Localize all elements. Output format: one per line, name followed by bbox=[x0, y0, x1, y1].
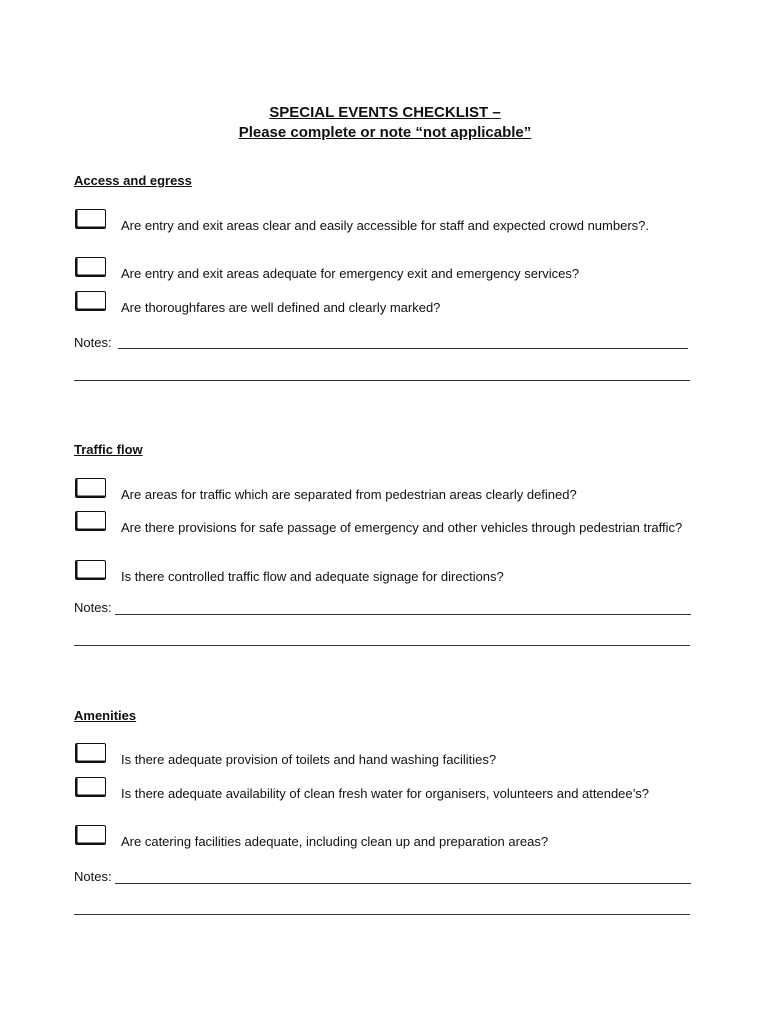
question-access-q3: Are thoroughfares are well defined and clearly marked? bbox=[121, 300, 441, 315]
question-access-q1: Are entry and exit areas clear and easily accessible for staff and expected crowd numbers?. bbox=[121, 218, 649, 233]
checkbox-amenities-q2[interactable] bbox=[75, 777, 106, 797]
question-traffic-q2: Are there provisions for safe passage of emergency and other vehicles through pedestrian traffic? bbox=[121, 520, 683, 535]
notes-line-amenities-2[interactable] bbox=[74, 914, 690, 915]
question-amenities-q1: Is there adequate provision of toilets and hand washing facilities? bbox=[121, 752, 497, 767]
notes-line-traffic-2[interactable] bbox=[74, 645, 690, 646]
checkbox-amenities-q1[interactable] bbox=[75, 743, 106, 763]
notes-line-traffic-1[interactable] bbox=[115, 614, 691, 615]
page-subtitle: Please complete or note “not applicable” bbox=[238, 124, 532, 141]
section-heading-traffic-flow: Traffic flow bbox=[74, 442, 143, 457]
checkbox-access-q2[interactable] bbox=[75, 257, 106, 277]
notes-line-access-1[interactable] bbox=[118, 348, 688, 349]
question-amenities-q2: Is there adequate availability of clean fresh water for organisers, volunteers and attendee’s? bbox=[121, 786, 650, 801]
checkbox-traffic-q2[interactable] bbox=[75, 511, 106, 531]
notes-label-amenities: Notes: bbox=[74, 869, 112, 884]
section-heading-access-egress: Access and egress bbox=[74, 173, 192, 188]
question-access-q2: Are entry and exit areas adequate for emergency exit and emergency services? bbox=[121, 266, 580, 281]
page-title: SPECIAL EVENTS CHECKLIST – bbox=[269, 104, 501, 121]
checkbox-access-q1[interactable] bbox=[75, 209, 106, 229]
notes-label-traffic: Notes: bbox=[74, 600, 112, 615]
section-heading-amenities: Amenities bbox=[74, 708, 137, 723]
notes-label-access: Notes: bbox=[74, 335, 112, 350]
checkbox-access-q3[interactable] bbox=[75, 291, 106, 311]
question-amenities-q3: Are catering facilities adequate, including clean up and preparation areas? bbox=[121, 834, 549, 849]
checkbox-amenities-q3[interactable] bbox=[75, 825, 106, 845]
checkbox-traffic-q1[interactable] bbox=[75, 478, 106, 498]
checkbox-traffic-q3[interactable] bbox=[75, 560, 106, 580]
notes-line-access-2[interactable] bbox=[74, 380, 690, 381]
question-traffic-q3: Is there controlled traffic flow and adequate signage for directions? bbox=[121, 569, 504, 584]
question-traffic-q1: Are areas for traffic which are separated from pedestrian areas clearly defined? bbox=[121, 487, 577, 502]
notes-line-amenities-1[interactable] bbox=[115, 883, 691, 884]
